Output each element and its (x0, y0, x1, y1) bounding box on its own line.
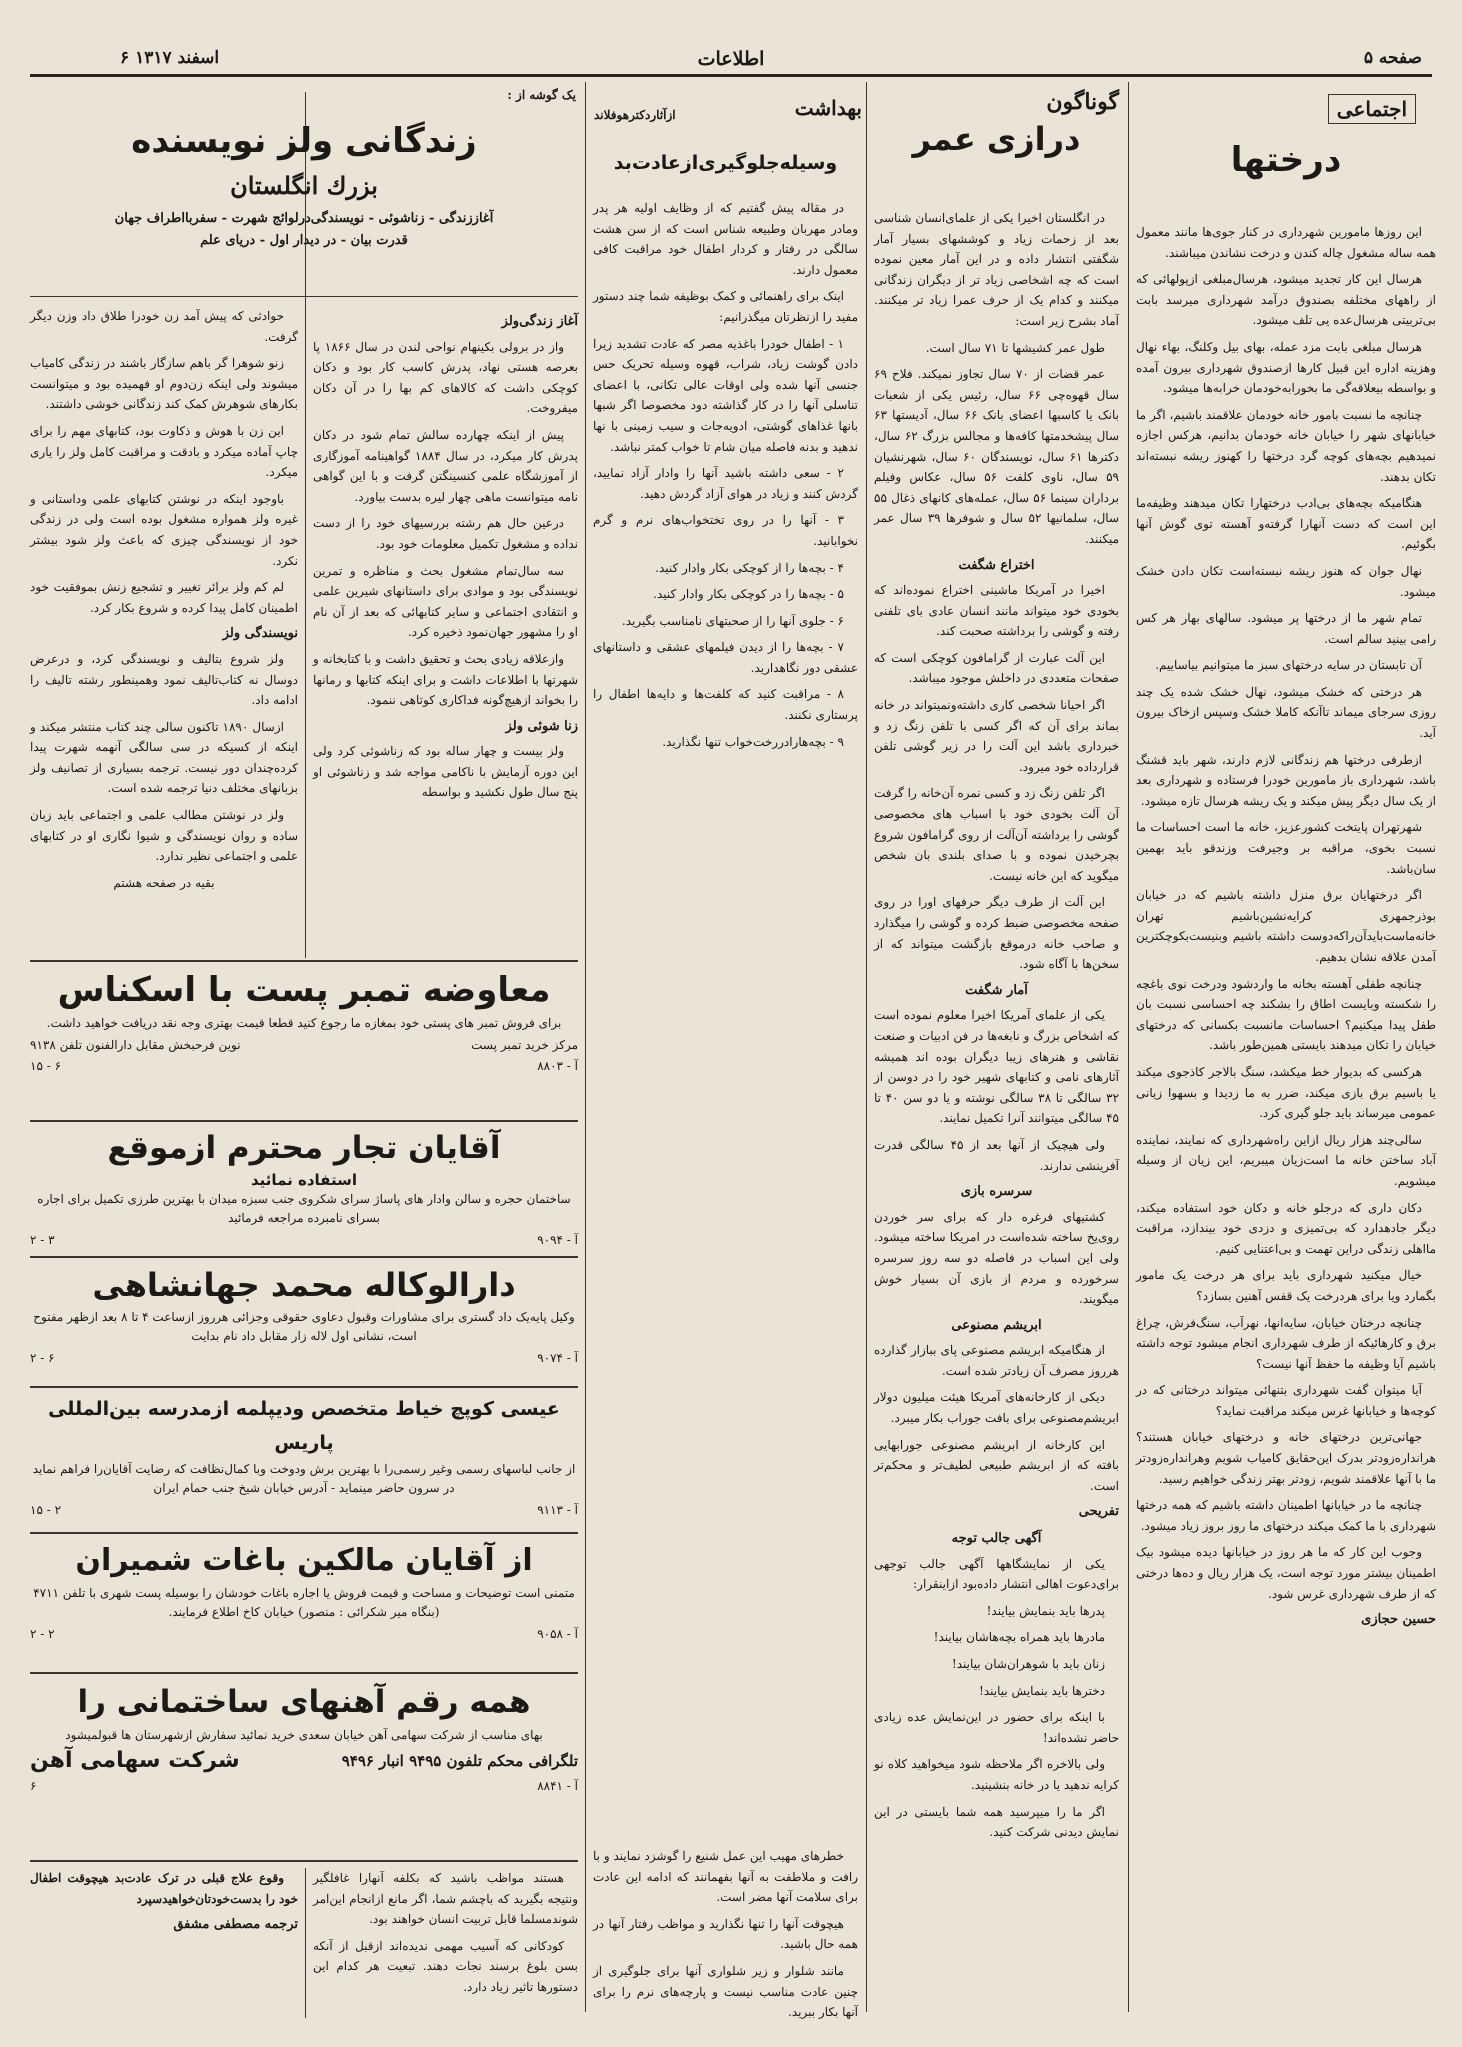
subheading-writing: نویسندگی ولز (222, 626, 298, 642)
article-title-trees: درختها (1230, 140, 1342, 180)
ad-stamp-code-2: ۶ - ۱۵ (30, 1059, 62, 1073)
feature-rule (30, 296, 578, 297)
feature-subtitle: بزرك انگلستان (230, 171, 378, 200)
ad-iron: همه رقم آهنهای ساختمانی را بهای مناسب از شرکت سهامی آهن خیابان سعدی خرید نمائید سفارش ازشهرستان ها قبولمیشود تلگرافی محکم تلفون ۹۴۹۵ انبار ۹۴۹۶ شرکت سهامی آهن آ - ۸۸۴۱ ۶ (30, 1678, 578, 1858)
ad-stamp-body: برای فروش تمبر های پستی خود بمغازه ما رجوع کنید قطعا قیمت بهتری وجه نقد دریافت خواهید داشت. (46, 1016, 562, 1030)
ad-merchants-sub: استفاده نمائید (251, 1171, 357, 1189)
column-divider (585, 82, 586, 2012)
subheading-invention: اختراع شگفت (958, 557, 1035, 573)
continued-note: بقیه در صفحه هشتم (113, 875, 215, 890)
wells-left-column: حوادثی که پیش آمد زن خودرا طلاق داد وزن دیگر گرفت. زنو شوهرا گر باهم سازگار باشند در زندگی کامیاب میشوند ولی اینکه زن‌دوم او فهمیده بود و میتوانست بکارهای شوهرش کمک کند زندگانی خوشی داشتند. این زن با هوش و ذکاوت بود، کتابهای مهم را برای چاپ آماده میکرد و بادقت و مراقبت کامل ولز را یاری میکرد. باوجود اینکه در نوشتن کتابهای علمی وداستانی و غیره ولز همواره مشغول بوده است ولی در زندگی خود از نویسندگی چیزی که باعث ولز شود بیشتر نکرد. لم کم ولز برائر تغییر و تشجیع زنش بموفقیت خود اطمینان کامل پیدا کرده و شروع بکار کرد. نویسندگی ولز ولز شروع بتالیف و نویسندگی کرد، و درعرض دوسال نه کتاب‌تالیف نمود وهمینطور رشته تالیف را ادامه داد. ازسال ۱۸۹۰ تاکنون سالی چند کتاب منتشر میکند و اینکه از کسیکه در سی سالگی آنهمه شهرت پیدا کرده‌چندان دور نیست. ترجمه بسیاری از تصانیف ولز بزبانهای مختلف دنیا ترجمه شده است. ولز در نوشتن مطالب علمی و اجتماعی باید زبان ساده و روان نویسندگی و شیوا نگاری او در کتابهای علمی و اجتماعی نظیر ندارد. بقیه در صفحه هشتم (30, 306, 298, 954)
article-body-health: در مقاله پیش گفتیم که از وظایف اولیه هر پدر ومادر مهربان وطبیعه شناس است که از سن هشت سالگی در رفتار و کردار اطفال خود مراقبت کافی معمول دارند. اینک برای راهنمائی و کمک بوظیفه شما چند دستور مفید را ازنظرتان میگذرانیم: ۱ - اطفال خودرا باغذیه مصر که عادت تشدید زیرا دادن گوشت زیاد، شراب، قهوه وسیله تحریک حس جنسی آنها شده ولی اوقات عالی تکانی، با اعضای تناسلی آنها را در کار گذاشته دود مخصوصا اگر شبها بانها غذاهای گوشتی، ادویه‌جات و سیب زمینی با نها ندهید و بدنه فاصله میان شام تا خواب کمتر نباشد. ۲ - سعی داشته باشید آنها را وادار آزاد نمایید، گردش کنند و زیاد در هوای آزاد گردش دهید. ۳ - آنها را در روی تختخواب‌های نرم و گرم نخوابانید. ۴ - بچه‌ها را از کوچکی بکار وادار کنید. ۵ - بچه‌ها را در کوچکی بکار وادار کنید. ۶ - جلوی آنها را از صحبتهای نامناسب بگیرید. ۷ - بچه‌ها را از دیدن فیلمهای عشقی و داستانهای عشقی دور نگاهدارید. ۸ - مراقبت کنید که کلفت‌ها و دایه‌ها اطفال را پرستاری نکنند. ۹ - بچه‌هارا‌در‌رخت‌خواب تنها نگذارید. (593, 201, 858, 749)
wells-right-column: آغاز زندگی‌ولز واز در برولی بکینهام نواحی لندن در سال ۱۸۶۶ پا بعرصه هستی نهاد، پدرش کاسب کار بود و دکان کوچکی داشت که کالاهای کم بها را در آن دکان میفروخت. پیش از اینکه چهارده سالش تمام شود در دکان پدرش کار میکرد، در سال ۱۸۸۴ گواهینامه آموزگاری از آموزشگاه علمی کنسینگتن گرفت و با این گواهی نامه میتوانست ماهی چهار لیره بدست بیاورد. درعین حال هم رشته بررسیهای خود را از دست نداده و مشغول تکمیل معلومات خود بود. سه سال‌تمام مشغول بحث و مناظره و تمرین نویسندگی بود و موادی برای داستانهای شیرین علمی و انتقادی اجتماعی و سایر کتابهائی که بعد از آن نام او را مشهور جهان‌نمود ذخیره کرد. وازعلاقه زیادی بحث و تحقیق داشت و با کتابخانه و شهرتها با اطلاعات داشت و برای اینکه کتابها و رمانها را بخواند ازهیچ‌گونه فداکاری کوتاهی ننمود. زنا شوئی ولز ولز بیست و چهار ساله بود که زناشوئی کرد ولی این دوره آزمایش با ناکامی مواجه شد و زناشوئی او پنج سال طول نکشید و بواسطه (313, 314, 578, 800)
ad-tailor: عیسی کوپچ خیاط متخصص ودیپلمه ازمدرسه بین‌المللی پاریس از جانب لباسهای رسمی وغیر رسمی‌را با بهترین برش ودوخت وبا کمال‌نظافت که رضایت آقایان‌را فراهم نماید در سرون حاضر مینماید - آدرس خیابان شیخ جنب حمام ایران آ - ۹۱۱۳ ۲ - ۱۵ (30, 1392, 578, 1532)
page-header (0, 0, 1462, 74)
article-title-longevity: درازی عمر (912, 119, 1081, 158)
ad-stamp-location: نوین فرحبخش مقابل دارالفنون تلفن ۹۱۳۸ (30, 1038, 241, 1052)
ad-stamp-address: مرکز خرید تمبر پست (471, 1038, 578, 1052)
author-signature: حسین حجازی (1361, 1612, 1436, 1628)
ad-divider (30, 1860, 578, 1862)
page-number: صفحه ۵ (1363, 48, 1422, 68)
ad-divider (30, 1256, 578, 1258)
newspaper-name: اطلاعات (697, 48, 765, 70)
ad-stamp-exchange (30, 966, 578, 1116)
ad-iron-title: همه رقم آهنهای ساختمانی را (77, 1684, 531, 1720)
ad-shemiran-title: از آقایان مالکین باغات شمیران (75, 1543, 533, 1578)
ad-stamp-code: آ - ۸۸۰۳ (537, 1059, 578, 1073)
subheading-amusement: تفریحی (1078, 1504, 1119, 1520)
issue-date: ۶ اسفند ۱۳۱۷ (120, 48, 220, 68)
subheading-slide: سرسره بازی (960, 1184, 1033, 1200)
source-credit: ازآثاردکترهوفلاند (594, 108, 676, 122)
article-title-habit: وسیله‌جلوگیری‌ازعادت‌بد (613, 152, 838, 174)
header-rule (30, 74, 1432, 77)
subheading-marriage: زنا شوئی ولز (505, 718, 578, 734)
ad-law-title: دارالوکاله محمد جهانشاهی (92, 1266, 516, 1304)
ad-iron-company: شرکت سهامی آهن (30, 1748, 240, 1773)
ad-divider (30, 1672, 578, 1674)
column-divider (305, 1868, 306, 2018)
bottom-text-left: وقوع علاج قبلی در ترک عادت‌بد هیچوقت اطفال خود را بدست‌خودتان‌خواهید‌سپرد ترجمه مصطفی مشفق (30, 1868, 298, 2008)
column-divider (866, 82, 867, 2012)
ad-merchants-body: ساختمان حجره و سالن وادار های پاساژ سرای شکروی جنب سبزه میدان با بهترین طرزی تکمیل برای اجاره بسرای نامبرده مراجعه فرمائید (37, 1192, 571, 1225)
feature-summary-line1: آغاززندگی - زناشوئی - نویسندگی‌درلوائج شهرت - سفربااطراف جهان (114, 211, 494, 226)
section-label-social: اجتماعی (1328, 94, 1416, 124)
subheading-early-life: آغاز زندگی‌ولز (501, 314, 578, 329)
column-divider (1128, 82, 1129, 2012)
ad-tailor-body: از جانب لباسهای رسمی وغیر رسمی‌را با بهترین برش ودوخت وبا کمال‌نظافت که رضایت آقایان‌را فراهم نماید در سرون حاضر مینماید - آدرس خیابان شیخ جنب حمام ایران (32, 1462, 576, 1495)
ad-merchants: آقایان تجار محترم ازموقع استفاده نمائید ساختمان حجره و سالن وادار های پاساژ سرای شکروی جنب سبزه میدان با بهترین طرزی تکمیل برای اجاره بسرای نامبرده مراجعه فرمائید آ - ۹۰۹۴ ۳ - ۲ (30, 1126, 578, 1254)
ad-divider (30, 960, 578, 962)
subheading-statistics: آمار شگفت (965, 982, 1028, 998)
ad-merchants-title: آقایان تجار محترم ازموقع (107, 1130, 501, 1166)
subheading-notice: آگهی جالب توجه (951, 1531, 1042, 1547)
health-tail: خطرهای مهیب این عمل شنیع را گوشزد نمایند و با رافت و ملاطفت به آنها بفهمانند که ادامه این عادت برای سلامت آنها مضر است. هیچوقت آنها را تنها نگذارید و مواظب رفتار آنها در همه حال باشید. مانند شلوار و زیر شلواری آنها برای جلوگیری از چنین عادت مناسب نیست و پارچه‌های نرم را برای آنها بکار ببرید. (593, 1849, 858, 2020)
ad-divider (30, 1386, 578, 1388)
ad-divider (30, 1532, 578, 1534)
ad-tailor-title: عیسی کوپچ خیاط متخصص ودیپلمه ازمدرسه بین‌المللی پاریس (48, 1398, 560, 1454)
article-body-varied: در انگلستان اخیرا یکی از علمای‌انسان شناسی بعد از زحمات زیاد و کوششهای بسیار آمار شگفتی انتشار داده و در این آمار معین نموده است که چه اشخاصی زیاد تر از دیگران زندگانی میکنند و کدام یک از حرف عمرا زیاد تر میکنند. آماد بشرح زیر است: طول عمر کشیشها تا ۷۱ سال است. عمر قضات از ۷۰ سال تجاوز نمیکند. فلاح ۶۹ سال قهوه‌چی ۶۶ سال، رئیس یکی از شعبات بانک یا کاسبها اعضای بانک ۶۶ سال، آدیستها ۶۳ سال پیشخدمتها کافه‌ها و مجالس بزرگ ۶۲ سال، دکترها ۶۱ سال، نویسندگان ۶۰ سال، شهرنشیان ۵۹ سال، ناوی کلفت ۵۶ سال، عکاس وفیلم برداران سینما ۵۶ سال، عمله‌های کانهای ذغال ۵۵ سال، سلمانیها ۵۲ سال و شوفرها ۳۹ سال عمر میکنند. اختراع شگفت اخیرا در آمریکا ماشینی اختراع نموده‌اند که بخودی خود میتواند مانند انسان عادی بای تلفنی رفته و گوشی را برداشته صحبت کند. این آلت عبارت از گرامافون کوچکی است که صفحات متعددی در داخلش موجود میباشد. اگر احیانا شخصی کاری داشته‌و‌نمیتواند در خانه بماند برای آن که اگر کسی با تلفن زنگ زد و خبرداری باشد این آلت را در زیر گوشی تلفن قرارداده خود میرود. اگر تلفن زنگ زد و کسی نمره آن‌خانه را گرفت آن آلت بخودی خود با اسباب های مخصوصی گوشی را برداشته آن‌آلت از روی گرامافون شروع بچرخیدن نموده و با صدای بلندی بان شخص میگوید که این خانه نیست. این آلت از طرف دیگر حرفهای اورا در روی صفحه مخصوصی ضبط کرده و گوشی را میگذارد و صاحب خانه درموقع بازگشت میتواند که از سخن‌ها با آگاه شود. آمار شگفت یکی از علمای آمریکا اخیرا معلوم نموده است که اشخاص بزرگ و نابغه‌ها در فن ادبیات و صنعت نقاشی و هنرهای زیبا دیگران بوده اند همیشه آثارهای نامی و کتابهای شهیر خود را در دوسن از ۳۲ سالگی تا ۳۸ سالگی نوشته و یا دو سن ۴۰ تا ۴۵ سالگی میتوانند آنرا تکمیل نمایند. ولی هیچیک از آنها بعد از ۴۵ سالگی قدرت آفرینشی ندارند. سرسره بازی کشتیهای فرغره دار که برای سر خوردن روی‌یخ ساخته شده‌است در امریکا ساخته میشود. ولی این اسباب در فاصله دو سه روز سرسره سرخورده و مردم از بازی آن بسیار خوش میگویند. ابریشم مصنوعی از هنگامیکه ابریشم مصنوعی پای ببازار گذارده هرروز مصرف آن زیادتر شده است. دیکی از کارخانه‌های آمریکا هیئت میلیون دولار ابریشم‌مصنوعی برای بافت جوراب بکار میبرد. این کارخانه از ابریشم مصنوعی جورابهایی بافته که از ابریشم طبیعی لطیف‌تر و محکم‌تر است. تفریحی آگهی جالب توجه یکی از نمایشگاهها آگهی جالب توجهی برای‌دعوت اهالی انتشار داده‌بود ازاینقرار: پدرها باید بنمایش بیایند! مادرها باید همراه بچه‌هاشان بیایند! زنان باید با شوهران‌شان بیایند! دخترها باید بنمایش بیایند! با اینکه برای حضور در این‌نمایش عده زیادی حاضر نشده‌اند! ولی بالاخره اگر ملاحظه شود میخواهید کلاه نو کرایه ندهید یا در خانه بنشینید. اگر ما را میپرسید همه شما بایستی در این نمایش دیدنی شرکت کنید. (874, 211, 1120, 1840)
translator-credit: ترجمه مصطفی مشفق (173, 1917, 298, 1933)
subheading-silk: ابریشم مصنوعی (951, 1317, 1042, 1333)
bottom-text-right: هستند مواظب باشید که بکلفه آنهارا غافلگیر ونتیجه بگیرید که باچشم شما، اگر مانع ازانجام این‌امر شوندمسلما قابل تربیت انسان خواهند بود. کودکانی که آسیب مهمی ندیده‌اند ازقبل از آنکه بسن بلوغ برسند نجات دهند. تبعیت هر کدام این دستورها تاثیر زیاد دارد. (313, 1871, 578, 1994)
feature-kicker: یک گوشه از : (507, 88, 576, 102)
section-label-health: بهداشت (794, 96, 862, 120)
feature-summary-line2: قدرت بیان - در دیدار اول - دریای علم (200, 233, 408, 248)
ad-iron-telegraph: تلگرافی محکم تلفون ۹۴۹۵ انبار ۹۴۹۶ (341, 1752, 578, 1770)
ad-divider (30, 1120, 578, 1122)
ad-shemiran-body: متمنی است توضیحات و مساحت و قیمت فروش یا اجاره باغات خودشان را بوسیله پست شهری با تلفن ۴۷۱۱ (بنگاه میر شکرائی : منصور) خیابان کاخ اطلاع فرمایند. (33, 1586, 575, 1619)
article-body-trees: این روزها مامورین شهرداری در کنار جوی‌ها مانند معمول همه ساله مشغول چاله کندن و درخت نشاندن میباشند. هرسال این کار تجدید میشود، هرسال‌مبلغی ازپولهائی که از راههای مختلفه بصندوق درآمد شهرداری میرسد بابت بی‌تربیتی هرسال‌عده یی تلف میشود. هرسال مبلغی بابت مزد عمله، بهای بیل وکلنگ، بهاء نهال وهزینه اداره این قبیل کارها ازصندوق شهرداری بیرون آمده و بواسطه بیعلاقه‌گی ما بخورابه‌خودمان خرابه‌ها میشود. چنانچه ما نسبت بامور خانه خودمان علاقمند باشیم، اگر ما خیابانهای شهر را خیابان خانه خودمان بدانیم، هرکس اجازه نمیدهیم بچه‌های کوچه گرد درختها را کهنوز ریشه نبسته‌اند تکان بدهند. هنگامیکه بچه‌های بی‌ادب درختهارا تکان میدهند وظیفه‌ما این است که دست آنهارا گرفته‌و آهسته توی گوش آنها بگوئیم. نهال جوان که هنوز ریشه نبسته‌است تکان دادن خشک میشود. تمام شهر ما از درختها پر میشود. سالهای بهار هر کس رامی بینید سالم است. آن تابستان در سایه درختهای سبز ما میتوانیم بیاساییم. هر درختی که خشک میشود، نهال خشک شده یک چند روزی سرجای میماند تاآنکه کاملا خشک وسپس ازخاک بیرون آید. ازطرفی درختها هم زندگانی لازم دارند، شهر باید قشنگ باشد، شهرداری باز مامورین خودرا فرستاده و شهرداری بعد از یک سال دیگر پیش میکند و یک ریشه هرسال تازه میشود. شهرتهران پایتخت کشورعزیز، خانه ما است احساسات ما نسبت بخوی، مراقبه بر وجیرفت وزندقو باید بهمین سان‌باشد. اگر درختهایان برق منزل داشته باشیم که در خیابان بوذرجمهری کرایه‌نشین‌باشیم تهران خانه‌ماست‌بایدآن‌راکه‌دوست داشته باشیم وبنیست‌بکوچکترین آمدن علاقه نشان بدهیم. چنانچه طفلی آهسته بخانه ما واردشود ودرخت نوی باغچه را شکسته وبایست اطاق را بشکند چه احساسی نسبت بان طفل پیدا میکنیم؟ احساسات مانسبت بکسانی که درختهای خیابان را تکان میدهند بایستی همین‌طور باشد. هرکسی که بدیوار خط میکشد، سنگ بالاجر کاذجوی میکند یا باسیم برق بازی میکند، ضرر به ما زدیدا و بسهوا زیانی عمومی میرساند باید جلو گیری کرد. سالی‌چند هزار ریال ازاین راه‌شهرداری که نمایند، نماینده آباد ساختن خانه ما است‌زیان میبریم، این زیان از وسیله میشویم. دکان داری که درجلو خانه و دکان خود استفاده میکند، دیگر جادهدارد که بی‌تمیزی و دزدی خود بیندازد، مراقبت مااهلی زندگی دراین تهمت و بی‌اعتنایی کنیم. خیال میکنید شهرداری باید برای هر درخت یک مامور بگمارد ویا برای هردرخت یک قفس آهنین بسازد؟ چنانچه درختان خیابان، سایه‌انها، نهرآب، سنگ‌فرش، چراغ برق و کارهائیکه از طرف شهرداری انجام میشود توجه داشته باشیم آیا وظیفه ما حفظ آنها نیست؟ آیا میتوان گفت شهرداری بتنهائی میتواند درختانی که در کوچه‌ها و خیابانها غرس میکند مراقبت نماید؟ جهانی‌ترین درختهای خانه و درختهای خیابان هستند؟ هرانداره‌زودتر بدرک این‌حقایق کامیاب شویم وهرانداره‌زودتر ما با آنها علاقمند شویم، زودتر بهتر زندگی خواهیم رسید. چنانچه ما در خیابانها اطمینان داشته باشیم که همه درختها شهرداری با ما کمک میکند درختهای ما روز بروز زیاد میشود. وجوب این کار که ما هر روز در خیابانها دیده میشود بیک اطمینان بیشتر مورد توجه است، یک هزار ریال و ده‌ها درختی که از طرف شهرداری غرس شود. حسین حجازی (1136, 222, 1436, 2002)
ad-stamp-title: معاوضه تمبر پست با اسکناس (57, 970, 551, 1010)
ad-law-body: وکیل پایه‌یک داد گستری برای مشاورات وقبول دعاوی حقوقی وجزائی هرروز ازساعت ۴ تا ۸ بعد ازظهر مفتوح است، نشانی اول لاله زار مقابل داد نام بدایت (33, 1310, 575, 1343)
section-label-varied: گوناگون (1046, 89, 1119, 115)
ad-shemiran: از آقایان مالکین باغات شمیران متمنی است توضیحات و مساحت و قیمت فروش یا اجاره باغات خودشان را بوسیله پست شهری با تلفن ۴۷۱۱ (بنگاه میر شکرائی : منصور) خیابان کاخ اطلاع فرمایند. آ - ۹۰۵۸ ۲ - ۲ (30, 1538, 578, 1668)
ad-law-office: دارالوکاله محمد جهانشاهی وکیل پایه‌یک داد گستری برای مشاورات وقبول دعاوی حقوقی وجزائی هرروز ازساعت ۴ تا ۸ بعد ازظهر مفتوح است، نشانی اول لاله زار مقابل داد نام بدایت آ - ۹۰۷۴ ۶ - ۲ (30, 1262, 578, 1382)
feature-title-wells: زندگانی ولز نویسنده (131, 121, 477, 161)
ad-iron-body: بهای مناسب از شرکت سهامی آهن خیابان سعدی خرید نمائید سفارش ازشهرستان ها قبولمیشود (65, 1728, 543, 1742)
